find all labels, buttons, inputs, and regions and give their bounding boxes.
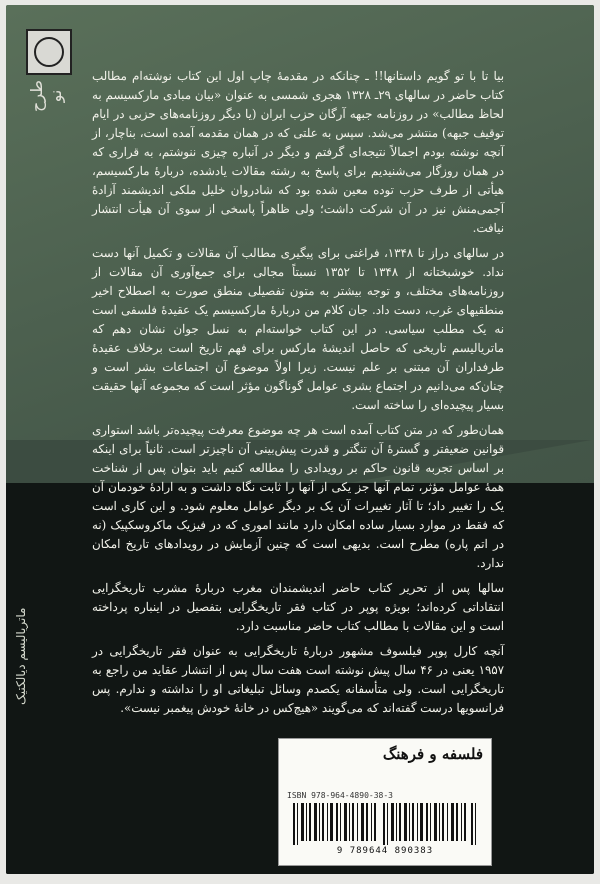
book-back-cover — [6, 5, 594, 874]
blurb-paragraph-1: بیا تا با تو گویم داستانها!! ـ چنانکه در مقدمهٔ چاپ اول این کتاب نوشته‌ام مطالب کتاب حاضر در سالهای ۲۹ـ ۱۳۲۸ هجری شمسی به عنوان «بیان مبادی مارکسیسم به لحاظ مطالب» در روزنامه جبهه آرگان حزب ایران (یا دیگر روزنامه‌های حزبی در ایام توقیف جبهه) منتشر می‌شد. سپس به علتی که در همان مقدمه آمده است، بناچار، از آنچه نوشته بودم اجمالاً نتیجه‌ای گرفتم و دیگر در آنباره چیزی ننوشتم، به قراری که در همان روزگار می‌شنیدیم برای پاسخ به رشته مقالات یادشده، دربارهٔ مارکسیسم، هیأتی از طرف حزب توده معین شده بود که شادروان خلیل ملکی اندیشمند آزادهٔ آجمی‌منش نیز در آن شرکت داشت؛ ولی ظاهراً پاسخی از سوی آن هیأت انتشار نیافت. — [92, 69, 505, 235]
barcode-sticker — [278, 738, 492, 866]
spine-title: ماتریالیسم دیالکتیک — [14, 607, 28, 705]
blurb-paragraph-4: سالها پس از تحریر کتاب حاضر اندیشمندان مغرب دربارهٔ مشرب تاریخگرایی انتقاداتی کرده‌اند؛ بویژه پوپر در کتاب فقر تاریخگرایی بتفصیل در اینباره پرداخته است و این مقالات با مطالب کتاب حاضر مناسبت دارد. — [92, 581, 504, 633]
blurb-paragraph-5: آنچه کارل پوپر فیلسوف مشهور دربارهٔ تاریخگرایی به عنوان فقر تاریخگرایی در ۱۹۵۷ یعنی در ۴۶ سال پیش نوشته است هفت سال پس از انتشار عقاید من راجع به تاریخگرایی است. ولی متأسفانه یکصدم وسائل تبلیغاتی او را نداشته و ندارم. پس فرانسویها درست گفته‌اند که می‌گویند «هیچ‌کس در خانهٔ خودش پیغمبر نیست». — [92, 644, 504, 715]
publisher-logo-icon — [26, 29, 72, 75]
blurb-paragraph-2: در سالهای دراز تا ۱۳۴۸، فراغتی برای پیگیری مطالب آن مقالات و تکمیل آنها دست نداد. خوشبختانه از ۱۳۴۸ تا ۱۳۵۲ نسبتاً مجالی برای جمع‌آوری آن مقالات از روزنامه‌های مختلف، و توجه بیشتر به متون تفصیلی منطق صورت به اصطلاح اخیر منطقیهای غرب، دست داد. جان کلام من دربارهٔ مارکسیسم یک عقیدهٔ فلسفی است نه یک مطلب سیاسی. در این کتاب خواسته‌ام به نسل جوان نشان دهم که ماتریالیسم تاریخی که حاصل اندیشهٔ مارکس برای فهم تاریخ است برخلاف عقیدهٔ طرفداران آن مبتنی بر علم نیست. زیرا اولاً موضوع آن اجتماعات بشر است و چنان‌که می‌دانیم در اجتماع بشری عوامل گوناگون مؤثر است که مجموعه آنها حقیقت بسیار پیچیده‌ای را ساخته است. — [92, 246, 504, 412]
publisher-logo-script: طرح نو — [27, 80, 65, 112]
barcode-icon — [291, 803, 479, 845]
blurb-text — [92, 67, 504, 724]
barcode-digits: 9 789644 890383 — [336, 846, 434, 856]
isbn-text: ISBN 978-964-4890-38-3 — [287, 791, 393, 800]
publisher-name: فلسفه و فرهنگ — [382, 745, 483, 763]
blurb-paragraph-3: همان‌طور که در متن کتاب آمده است هر چه موضوع معرفت پیچیده‌تر باشد استواری قوانین ضعیفتر و گسترهٔ آن تنگتر و قدرت پیش‌بینی آن ناچیزتر است. ثانیاً برای اینکه بر اساس تجربه قانون حاکم بر رویدادی را مطالعه کنیم باید بتوان پس از شناخت همهٔ عوامل مؤثر، تمام آنها جز یکی از آنها را ثابت نگاه داشت و به ارادهٔ خودمان آن یک را تغییر داد؛ تا آثار تغییرات آن یک بر دیگر عوامل معلوم شود. و این کاری است که فقط در موارد بسیار ساده امکان دارد مانند اموری که در فیزیک ماکروسکپیک (نه در اتم پاره) مطرح است. بدیهی است که چنین آزمایش در رویدادهای تاریخ امکان ندارد. — [92, 423, 504, 570]
